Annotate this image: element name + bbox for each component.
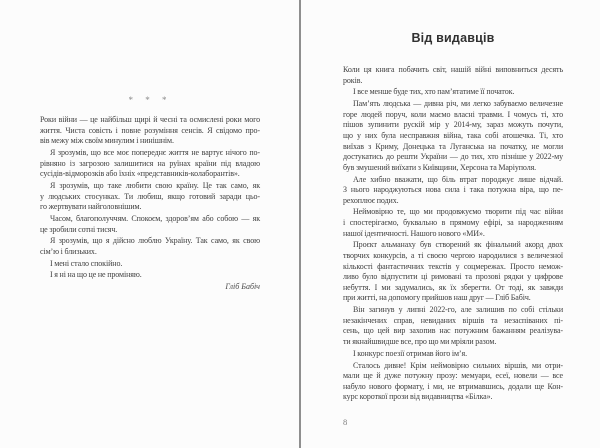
- section-separator: * * *: [128, 95, 172, 105]
- left-text-block: [40, 115, 260, 293]
- text-line: незакінчених справ, невиданих віршів та незаспіваних пі-: [343, 315, 563, 325]
- text-line: кількості фантастичних текстів у соцмережах. Просто немож-: [343, 261, 563, 271]
- paragraph: [343, 361, 563, 403]
- text-line: виїхав з Криму, Донецька та Луганська на початку, не могли: [343, 141, 563, 151]
- text-line: Я зрозумів, що я дійсно люблю Україну. Так само, як свою: [50, 236, 260, 246]
- paragraph: [40, 236, 260, 257]
- paragraph: [40, 148, 260, 180]
- text-line: курс короткої прози від видавництва «Білка».: [343, 392, 493, 402]
- text-line: Але хибно вважати, що біль втрат породжує лише відчай.: [353, 174, 563, 184]
- paragraph: [343, 349, 563, 360]
- left-page: [40, 0, 260, 448]
- page-spine-divider: [299, 0, 301, 448]
- text-line: років.: [343, 75, 363, 85]
- text-line: Я зрозумів, що все моє попереднє життя не вартує нічого по-: [50, 147, 260, 157]
- paragraph: [343, 87, 563, 98]
- text-line: Коли ця книга побачить світ, нашій війні виповниться десять: [343, 65, 563, 74]
- text-line: І я ні на що це не проміняю.: [50, 270, 142, 280]
- text-line: І мені стало спокійно.: [50, 258, 123, 268]
- text-line: це зробили сотні тисяч.: [40, 224, 118, 234]
- text-line: І конкурс поезії отримав його ім’я.: [353, 348, 467, 358]
- text-line: сусідів-відморозків або їхніх «представників-колаборантів».: [40, 169, 240, 179]
- paragraph: [40, 270, 260, 281]
- text-line: Я зрозумів, що таке любити свою країну. Це так само, як: [50, 180, 260, 190]
- text-line: ти якнайшвидше все, про що ми мріяли разом.: [343, 336, 497, 346]
- text-line: Неймовірно те, що ми продовжуємо творити під час війни: [353, 207, 563, 217]
- right-page: [343, 0, 563, 448]
- right-paragraphs: [343, 65, 563, 403]
- text-line: вів межу між своїм минулим і нинішнім.: [40, 136, 174, 146]
- text-line: сім’ю і близьких.: [40, 246, 97, 256]
- author-signature: Гліб Бабіч: [225, 282, 260, 292]
- text-line: Роки війни — це найбільш щирі й чесні та осмислені роки мого: [40, 115, 260, 124]
- left-paragraphs: [40, 115, 260, 281]
- text-line: творчих конкурсів, а ті своєю чергою народилися з величезної: [343, 251, 563, 261]
- page-number: 8: [343, 417, 348, 427]
- text-line: З нього народжуються нова сила і така потужна віра, що пе-: [343, 185, 563, 195]
- text-line: пішов зупинити рускій мір у 2014-му, зараз можуть почути,: [343, 120, 563, 130]
- text-line: Сталось дивне! Крім неймовірно сильних віршів, ми отри-: [353, 360, 563, 370]
- paragraph: [40, 214, 260, 235]
- text-line: і спостерігаємо, буквально в прямому ефірі, за народженням: [343, 218, 563, 228]
- text-line: небуття. І ми задумались, як їх зберегти. От тоді, як завжди: [343, 282, 563, 292]
- paragraph: [343, 305, 563, 347]
- paragraph: [343, 175, 563, 207]
- paragraph: [343, 207, 563, 239]
- text-line: Часом, благополуччям. Спокоєм, здоров’ям або собою — як: [50, 213, 260, 223]
- text-line: нашої ідентичності. Нашого нового «МИ».: [343, 228, 485, 238]
- text-line: достукатись до решти України — до тих, хто пізніше у 2022-му: [343, 152, 563, 162]
- text-line: ливо було відпустити ці римовані та прозові рядки у цифрове: [343, 272, 563, 282]
- text-line: го жертвувати найголовнішим.: [40, 202, 142, 212]
- paragraph: [343, 240, 563, 304]
- paragraph: [40, 115, 260, 147]
- text-line: Він загинув у липні 2022-го, але залишив по собі стільки: [353, 305, 563, 315]
- text-line: при житті, на допомогу прийшов наш друг — Гліб Бабіч.: [343, 293, 531, 303]
- text-line: горе людей поруч, коли маємо власні травми. І чомусь ті, хто: [343, 109, 563, 119]
- text-line: сень, що цей вир захопив нас потужним бажанням реалізува-: [343, 326, 563, 336]
- text-line: що у них була несправжня війна, така собі атошечка. Ті, хто: [343, 130, 563, 140]
- text-line: мали ще й дуже потужну прозу: мемуари, есеї, новели — все: [343, 371, 563, 381]
- text-line: життя. Чиста совість і повне розуміння сенсів. Я свідомо про-: [40, 125, 260, 135]
- paragraph: [40, 259, 260, 270]
- text-line: набуло нового формату, і ми, не втримавшись, додали ще Кон-: [343, 381, 563, 391]
- text-line: у людських стосунках. Ти любиш, якщо готовий заради цьо-: [40, 191, 260, 201]
- chapter-title: Від видавців: [411, 31, 495, 45]
- right-text-block: [343, 65, 563, 404]
- text-line: рівняно із загрозою залишитися на руїнах країни під владою: [40, 158, 260, 168]
- paragraph: [40, 181, 260, 213]
- text-line: І все менше буде тих, хто пам’ятатиме її початок.: [353, 87, 515, 97]
- text-line: рехоплює подих.: [343, 195, 399, 205]
- text-line: був змушений виїхати з Київщини, Херсона та Маріуполя.: [343, 162, 537, 172]
- paragraph: [343, 65, 563, 86]
- text-line: Пам’ять людська — дивна річ, ми легко забуваємо величезне: [353, 99, 563, 109]
- text-line: Проєкт альманаху був створений як фінальний акорд двох: [353, 240, 563, 250]
- paragraph: [343, 99, 563, 173]
